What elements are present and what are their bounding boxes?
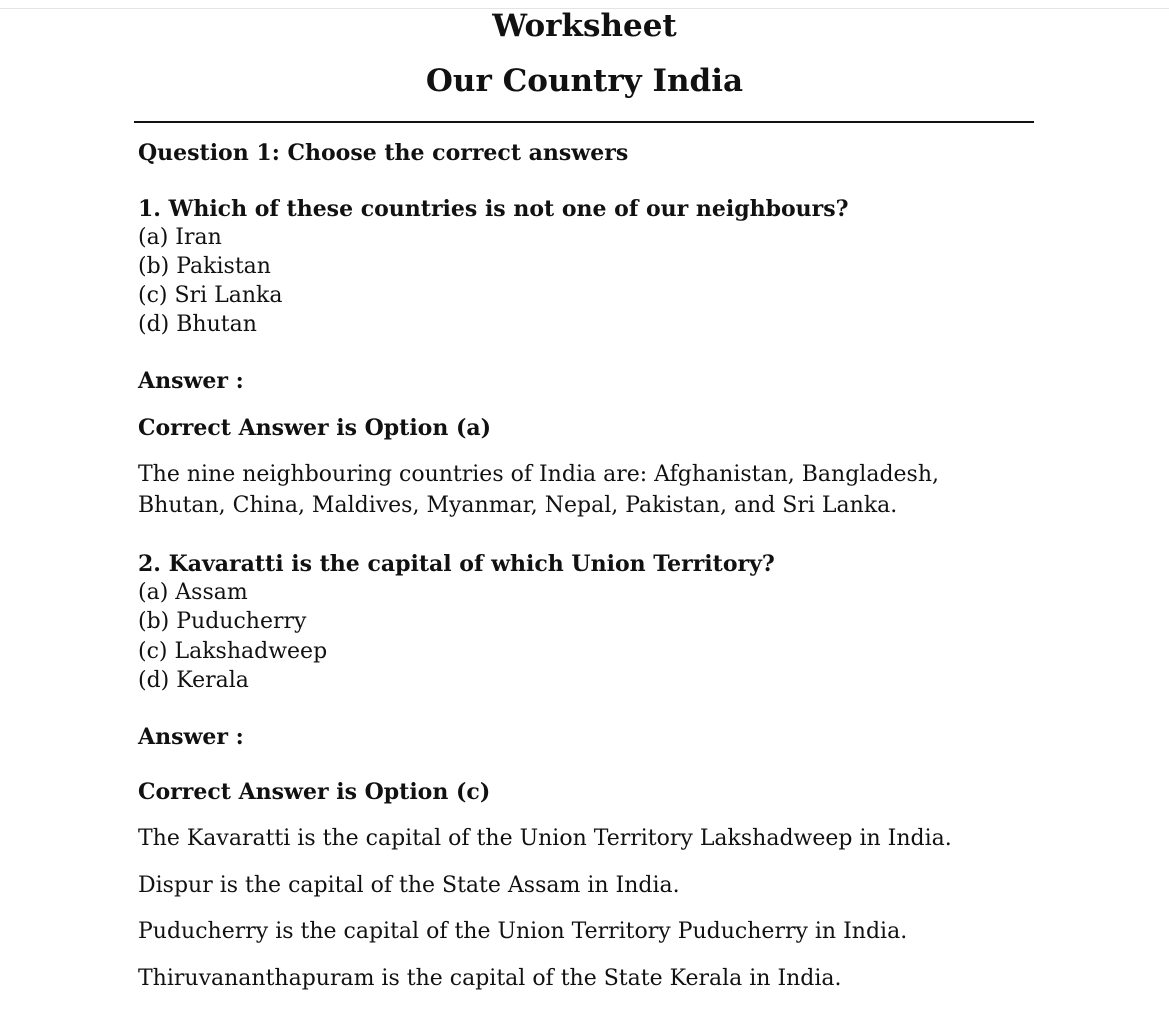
question-1-option-c: (c) Sri Lanka [138, 283, 283, 308]
title-divider [134, 121, 1034, 123]
question-2-option-d: (d) Kerala [138, 668, 249, 693]
worksheet-title: Worksheet [492, 8, 677, 44]
question-2-prompt: 2. Kavaratti is the capital of which Union Territory? [138, 551, 775, 577]
question-2-answer-label: Answer : [138, 724, 244, 750]
question-2-explanation-1: The Kavaratti is the capital of the Union Territory Lakshadweep in India. [138, 826, 952, 851]
question-2-explanation-3: Puducherry is the capital of the Union Territory Puducherry in India. [138, 919, 908, 944]
question-1-option-a: (a) Iran [138, 225, 222, 250]
worksheet-subtitle: Our Country India [425, 63, 744, 99]
question-1-option-d: (d) Bhutan [138, 312, 257, 337]
question-2-explanation-2: Dispur is the capital of the State Assam in India. [138, 873, 680, 898]
question-1-correct-answer: Correct Answer is Option (a) [138, 415, 492, 441]
question-1-explanation: The nine neighbouring countries of India are: Afghanistan, Bangladesh, Bhutan, China, Maldives, Myanmar, Nepal, Pakistan, and Sri Lanka. [138, 462, 940, 518]
question-2-option-a: (a) Assam [138, 580, 248, 605]
section-heading: Question 1: Choose the correct answers [138, 140, 629, 166]
question-2-explanation-4: Thiruvananthapuram is the capital of the State Kerala in India. [138, 966, 842, 991]
question-1-option-b: (b) Pakistan [138, 254, 271, 279]
question-2-correct-answer: Correct Answer is Option (c) [138, 779, 491, 805]
question-1-prompt: 1. Which of these countries is not one of our neighbours? [138, 196, 849, 222]
question-2-option-b: (b) Puducherry [138, 609, 307, 634]
question-2-option-c: (c) Lakshadweep [138, 639, 328, 664]
question-1-answer-label: Answer : [138, 368, 244, 394]
